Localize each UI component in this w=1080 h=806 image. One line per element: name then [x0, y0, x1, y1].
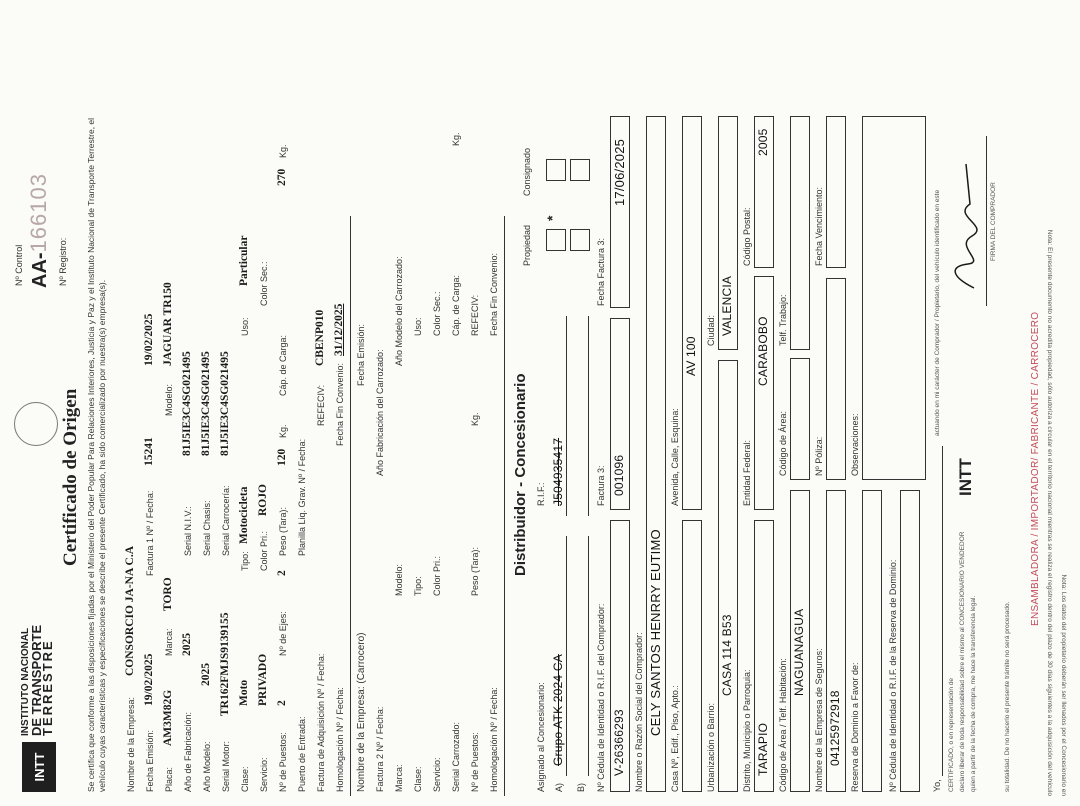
cap-carga-label: Cáp. de Carga:	[278, 334, 288, 396]
propiedad-a-mark: *	[544, 215, 560, 221]
anio-modelo: 2025	[200, 663, 212, 686]
reserva-label: Reserva de Dominio a Favor de:	[850, 662, 860, 792]
factura1-num: 15241	[143, 437, 155, 466]
distrito-value: TARAPIO	[756, 722, 770, 776]
carrocero-cap-unit: Kg.	[451, 132, 461, 146]
cert-line2: declaro liberar de toda responsabilidad sobre el mismo al CONCESIONARIO VENDEDOR	[959, 531, 966, 792]
carrocero-servicio-label: Servicio:	[432, 757, 442, 792]
carrocero-cap-label: Cáp. de Carga:	[451, 274, 461, 336]
row-a-label: A)	[554, 783, 564, 792]
carrocero-modelo-label: Modelo:	[394, 563, 404, 596]
avenida-field[interactable]	[682, 116, 702, 510]
carrocero-tipo-label: Tipo:	[413, 576, 423, 596]
carrocero-nombre-label: Nombre de la Empresa: (Carrocero)	[356, 632, 367, 792]
control-label: Nº Control	[14, 244, 24, 286]
peso-label: Peso (Tara):	[278, 506, 288, 556]
refeciv: CBENP010	[314, 309, 326, 366]
tipo: Motocicleta	[238, 486, 250, 544]
nota-permanencia: Nota: El presente documento no acredita propiedad, sólo autoriza a circular en el territorio nacional mientras se realiza el registro dentro del plazo de 30 días siguientes a la adquisición del vehículo	[1046, 229, 1053, 796]
distribuidor-title: Distribuidor - Concesionario	[512, 373, 529, 576]
serial-motor: TR162FMJS9139155	[219, 612, 231, 716]
homologacion-label: Homologación Nº / Fecha:	[335, 687, 345, 792]
avenida-value: AV 100	[684, 336, 698, 376]
servicio: PRIVADO	[257, 653, 269, 706]
control-serial: 166103	[26, 173, 51, 253]
color-sec-label: Color Sec.:	[259, 261, 269, 306]
adquisicion-label: Factura de Adquisición Nº / Fecha:	[316, 653, 326, 792]
codigo-area-hab-value: NAGUANAGUA	[792, 608, 806, 696]
refeciv-label: REFECIV:	[316, 384, 326, 426]
cap-carga-unit: Kg.	[278, 144, 288, 158]
serial-niv: 81J5IE3C4SG021495	[181, 351, 193, 456]
carrocero-homologacion-label: Homologación Nº / Fecha:	[489, 687, 499, 792]
firma-line	[986, 136, 987, 306]
institute-line-3: TERRESTRE	[40, 639, 55, 736]
row-b-rif-line	[588, 316, 589, 516]
urbanizacion-label: Urbanización o Barrio:	[706, 702, 716, 792]
clase: Moto	[238, 679, 250, 706]
casa-label: Casa Nº, Edif., Piso, Apto.:	[670, 685, 680, 792]
cedula-comprador-value: V-26366293	[612, 709, 626, 776]
ejes-label: Nº de Ejes:	[278, 611, 288, 656]
urbanizacion-field[interactable]	[718, 360, 738, 792]
avenida-label: Avenida, Calle, Esquina:	[670, 408, 680, 506]
propiedad-a-box[interactable]	[546, 229, 566, 251]
codigo-area-field[interactable]	[790, 358, 810, 480]
observaciones-field[interactable]	[862, 116, 926, 480]
cert-line3: quien a partir de la fecha de compra, me hace la transferencia legal.	[970, 595, 977, 792]
puerto-label: Puerto de Entrada:	[297, 716, 307, 792]
marca: TORO	[162, 577, 174, 611]
poliza-label: Nº Póliza:	[814, 436, 824, 476]
factura3-label: Factura 3:	[596, 465, 606, 506]
placa-label: Placa:	[164, 766, 174, 792]
codigo-postal-value: 2005	[756, 128, 770, 156]
placa: AM3M82G	[162, 689, 174, 746]
empresa-nombre: CONSORCIO JA-NA C.A	[124, 545, 136, 676]
consignado-a-box[interactable]	[546, 159, 566, 181]
factura3-value: 001096	[612, 454, 626, 496]
ciudad-value: VALENCIA	[720, 275, 734, 336]
serial-carroceria: 81J5IE3C4SG021495	[219, 351, 231, 456]
serial-niv-label: Serial N.I.V.:	[183, 506, 193, 556]
firma-label: FIRMA DEL COMPRADOR	[990, 182, 997, 261]
carrocero-factura2-label: Factura 2 Nº / Fecha:	[375, 706, 385, 792]
entidad-value: CARABOBO	[756, 316, 770, 386]
carrocero-anio-fab-label: Año Fabricación del Carrozado:	[375, 349, 385, 476]
institute-name	[20, 625, 53, 736]
ciudad-label: Ciudad:	[706, 314, 716, 346]
ejes: 2	[276, 570, 288, 576]
carrocero-fecha-fin-label: Fecha Fin Convenio:	[489, 252, 499, 336]
serial-chasis-label: Serial Chasis:	[202, 500, 212, 556]
rif-label: R.I.F.:	[536, 482, 546, 506]
codigo-area-label: Código de Área:	[778, 410, 788, 476]
row-a-name: Grupo ATK 2024 CA	[551, 654, 565, 766]
divider-carrocero	[504, 216, 505, 796]
propiedad-label: Propiedad	[522, 224, 532, 266]
carrocero-clase-label: Clase:	[413, 766, 423, 792]
fecha-fin-label: Fecha Fin Convenio:	[335, 362, 345, 446]
carrocero-puestos-label: Nº de Puestos:	[470, 732, 480, 792]
planilla-label: Planilla Liq. Grav. Nº / Fecha:	[297, 438, 307, 556]
row-a-line	[566, 536, 567, 776]
serial-motor-label: Serial Motor:	[221, 740, 231, 792]
seguros-label: Nombre de la Empresa de Seguros:	[814, 648, 824, 792]
distrito-label: Distrito, Municipio o Parroquia:	[742, 669, 752, 792]
carrocero-refeciv-label: REFECIV:	[470, 294, 480, 336]
clase-label: Clase:	[240, 766, 250, 792]
carrocero-fecha-emision-label: Fecha Emisión:	[356, 323, 366, 386]
entidad-label: Entidad Federal:	[742, 439, 752, 506]
control-prefix: AA-	[29, 252, 51, 288]
asignado-label: Asignado al Concesionario:	[536, 682, 546, 792]
color-pri: ROJO	[257, 484, 269, 516]
footer-red-line: ENSAMBLADORA / IMPORTADOR/ FABRICANTE / CARROCERO	[1030, 311, 1041, 626]
intt-logo-text: INTT	[31, 752, 47, 782]
uso-label: Uso:	[240, 317, 250, 336]
anio-modelo-label: Año Modelo:	[202, 741, 212, 792]
nota-datos: Nota: Los datos del propietario deberán ser llenados por el Concesionario en	[1060, 574, 1067, 796]
row-b-label: B)	[576, 783, 586, 792]
modelo-label: Modelo:	[164, 383, 174, 416]
razon-social-value: CELY SANTOS HENRRY EUTIMO	[648, 529, 663, 736]
telf-trabajo-label: Telf. Trabajo:	[778, 294, 788, 346]
fecha-fin: 31/12/2025	[333, 303, 345, 356]
carrocero-peso-label: Peso (Tara):	[470, 546, 480, 596]
serial-carroceria-label: Serial Carrocería:	[221, 485, 231, 556]
row-a-rif: J504935417	[551, 437, 565, 506]
divider-empresa	[350, 216, 351, 796]
yo-label: Yo,	[932, 779, 942, 792]
fecha-factura3-label: Fecha Factura 3:	[596, 237, 606, 306]
serial-chasis: 81J5IE3C4SG021495	[200, 351, 212, 456]
uso: Particular	[238, 235, 250, 286]
signature-icon	[944, 156, 984, 296]
poliza-field[interactable]	[826, 278, 846, 480]
vencimiento-label: Fecha Vencimiento:	[814, 186, 824, 266]
entidad-field[interactable]	[754, 276, 774, 510]
peso-unit: Kg.	[278, 424, 288, 438]
vencimiento-field[interactable]	[826, 116, 846, 268]
marca-label: Marca:	[164, 628, 174, 656]
cap-carga: 270	[276, 168, 288, 186]
urbanizacion-value: CASA 114 B53	[720, 614, 734, 696]
institute-line-1: INSTITUTO NACIONAL	[20, 627, 31, 736]
codigo-postal-label: Código Postal:	[742, 207, 752, 266]
carrocero-color-pri-label: Color Pri.:	[432, 555, 442, 596]
modelo: JAGUAR TR150	[162, 282, 174, 366]
cedula-reserva-label: Nº Cédula de Identidad o R.I.F. de la Reserva de Dominio:	[888, 559, 898, 792]
intt-logo	[22, 742, 56, 792]
peso: 120	[276, 448, 288, 466]
anio-fab-label: Año de Fabricación:	[183, 711, 193, 792]
totalidad-text: su totalidad. De no hacerlo el presente trámite no será procesado.	[1004, 601, 1011, 792]
yo-line	[942, 446, 943, 776]
consignado-label: Consignado	[522, 147, 532, 196]
carrocero-marca-label: Marca:	[394, 764, 404, 792]
carrocero-uso-label: Uso:	[413, 317, 423, 336]
razon-social-label: Nombre o Razón Social del Comprador:	[634, 632, 644, 792]
cedula-comprador-label: Nº Cédula de Identidad o R.I.F. del Comprador:	[596, 603, 606, 792]
control-number	[26, 173, 52, 288]
empresa-nombre-label: Nombre de la Empresa:	[126, 696, 136, 792]
carrocero-peso-unit: Kg.	[470, 412, 480, 426]
row-b-line	[588, 536, 589, 776]
anio-fab: 2025	[181, 633, 193, 656]
carrocero-serial-label: Serial Carrozado:	[451, 721, 461, 792]
coat-of-arms-icon	[14, 402, 58, 446]
servicio-label: Servicio:	[259, 757, 269, 792]
observaciones-label: Observaciones:	[850, 413, 860, 476]
puestos: 2	[276, 700, 288, 706]
intro-text: Se certifica que conforme a las disposiciones fijadas por el Ministerio del Poder Popular Para Relaciones Interiores, Justicia y Paz y el Instituto Nacional de Transporte Terrestre, el vehículo cuyas características y especificaciones se describe el presente Certificado, ha sido comercializado por nuestra(s) empresa(s).	[86, 117, 107, 792]
factura1-label: Factura 1 Nº / Fecha:	[145, 490, 155, 576]
row-a-rif-line	[566, 316, 567, 516]
tipo-label: Tipo:	[240, 551, 250, 571]
intt-mark: INTT	[956, 458, 975, 496]
institute-line-2: DE TRANSPORTE	[29, 624, 44, 736]
cedula-reserva-field[interactable]	[900, 490, 920, 792]
actuando-text: actuando en mi carácter de Comprador / Propietario, del vehículo identificado en este	[934, 189, 941, 436]
cert-line1: CERTIFICADO, o en representación de	[948, 677, 955, 792]
fecha-emision-label: Fecha Emisión:	[145, 729, 155, 792]
reserva-field[interactable]	[862, 490, 882, 792]
telefono-value: 04125972918	[828, 690, 842, 766]
puestos-label: Nº de Puestos:	[278, 732, 288, 792]
telf-trabajo-field[interactable]	[790, 116, 810, 350]
registro-label: Nº Registro:	[58, 237, 68, 286]
factura1-fecha: 19/02/2025	[143, 313, 155, 366]
casa-field[interactable]	[682, 520, 702, 792]
fecha-factura3-value: 17/06/2025	[612, 138, 627, 206]
certificate-title: Certificado de Origen	[60, 388, 81, 566]
carrocero-anio-modelo-label: Año Modelo del Carrozado:	[394, 256, 404, 366]
fecha-emision: 19/02/2025	[143, 653, 155, 706]
consignado-b-box[interactable]	[570, 159, 590, 181]
carrocero-color-sec-label: Color Sec.:	[432, 291, 442, 336]
propiedad-b-box[interactable]	[570, 229, 590, 251]
color-pri-label: Color Pri.:	[259, 530, 269, 571]
codigo-area-hab-label: Código de Área / Telf. Habitación:	[778, 658, 788, 792]
